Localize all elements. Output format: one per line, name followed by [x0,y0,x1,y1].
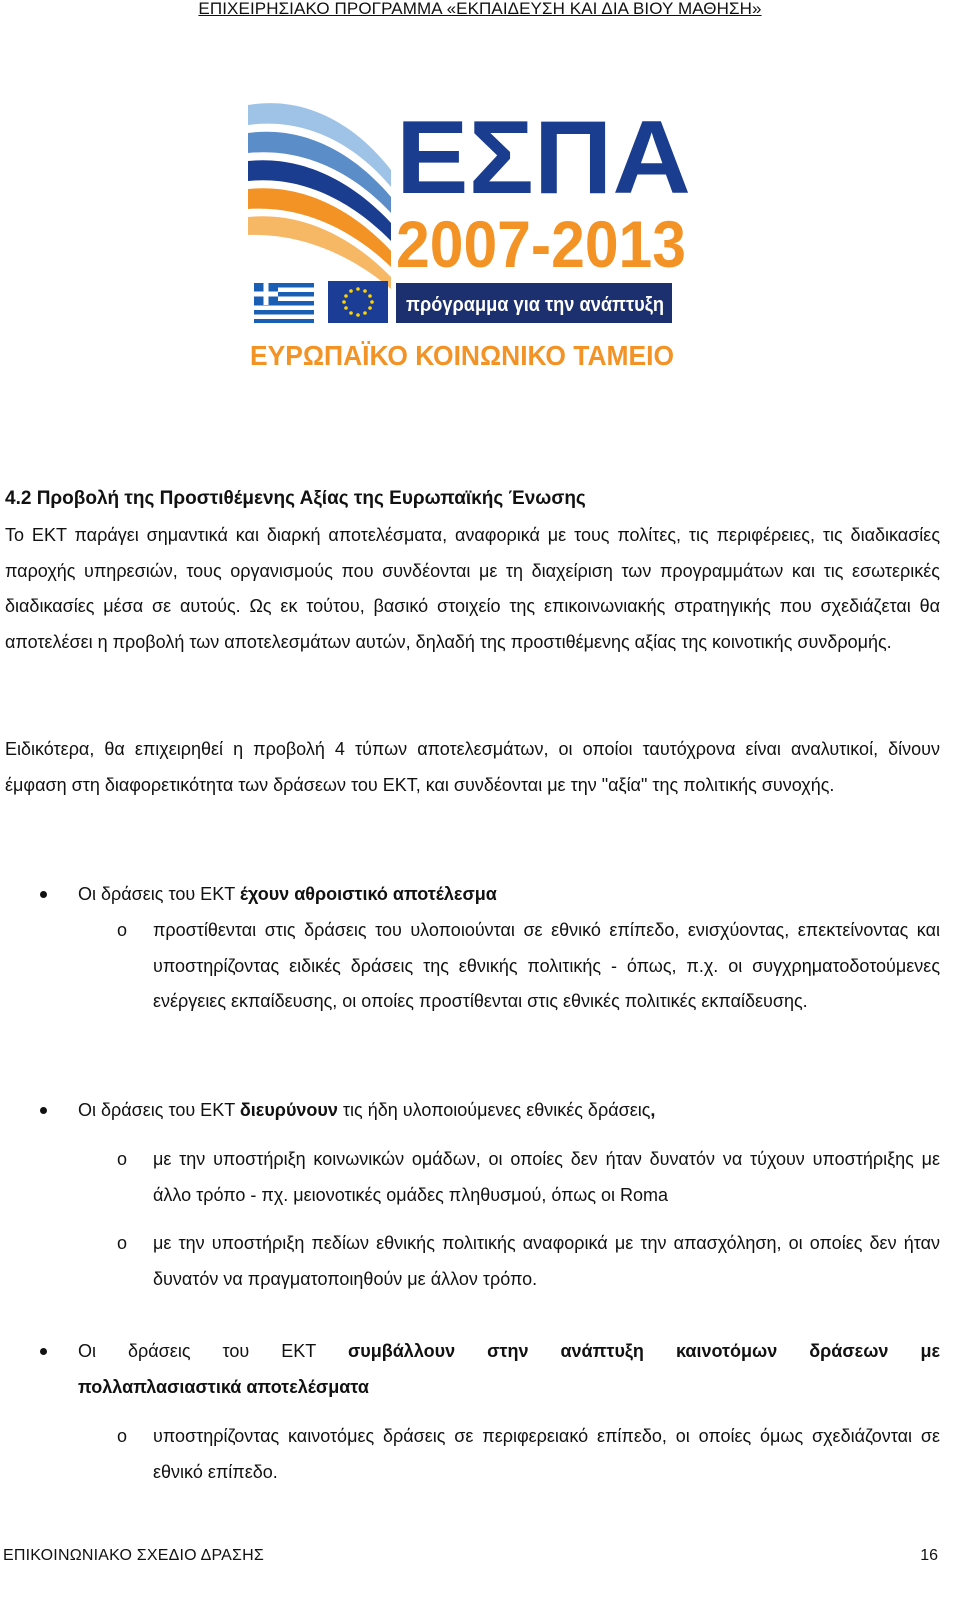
page-number: 16 [920,1547,938,1564]
footer-title: ΕΠΙΚΟΙΝΩΝΙΑΚΟ ΣΧΕΔΙΟ ΔΡΑΣΗΣ [3,1547,264,1564]
bullet-1-sub-1: προστίθενται στις δράσεις του υλοποιούνται σε εθνικό επίπεδο, ενισχύοντας, επεκτείνοντας και υποστηρίζοντας ειδικές δράσεις της εθνικής πολιτικής - όπως, π.χ. οι συγχρηματοδοτούμενες ενέργειες εκπαίδευσης, οι οποίες προστίθενται στις εθνικές πολιτικές εκπαίδευσης. [153,920,940,1012]
bullet-1 [78,877,940,913]
bullet-2-prefix: Οι δράσεις του ΕΚΤ [78,1100,240,1120]
bullet-1-prefix: Οι δράσεις του ΕΚΤ [78,884,240,904]
logo-years-text: 2007-2013 [396,207,686,281]
bullet-dot [40,1348,47,1355]
bullet-2-comma: , [650,1100,656,1120]
sub-bullet-marker: o [117,920,128,940]
bullet-1-bold: έχουν αθροιστικό αποτέλεσμα [239,884,497,904]
paragraph-1: Το ΕΚΤ παράγει σημαντικά και διαρκή αποτελέσματα, αναφορικά με τους πολίτες, τις περιφέρειες, τις διαδικασίες παροχής υπηρεσιών, τους οργανισμούς που συνδέονται με τη διαχείριση των προγραμμάτων και τις εσωτερικές διαδικασίες μέσα σε αυτούς. Ως εκ τούτου, βασικό στοιχείο της επικοινωνιακής στρατηγικής που σχεδιάζεται θα αποτελέσει η προβολή των αποτελεσμάτων αυτών, δηλαδή της προστιθέμενης αξίας της κοινοτικής συνδρομής. [5,525,940,653]
greek-flag-icon [254,283,314,323]
page-header: ΕΠΙΧΕΙΡΗΣΙΑΚΟ ΠΡΟΓΡΑΜΜΑ «ΕΚΠΑΙΔΕΥΣΗ ΚΑΙ ΔΙΑ ΒΙΟΥ ΜΑΘΗΣΗ» [198,0,762,18]
bullet-2-sub-1: με την υποστήριξη κοινωνικών ομάδων, οι οποίες δεν ήταν δυνατόν να τύχουν υποστήριξης με άλλο τρόπο - πχ. μειονοτικές ομάδες πληθυσμού, όπως οι Roma [153,1149,940,1205]
section-title: 4.2 Προβολή της Προστιθέμενης Αξίας της Ευρωπαϊκής Ένωσης [5,488,586,509]
bullet-dot [40,1107,47,1114]
bullet-3-line-1 [78,1334,940,1370]
bullet-3-bold-1: συμβάλλουν στην ανάπτυξη καινοτόμων δράσεων με [347,1341,941,1361]
bullet-2-bold: διευρύνουν [239,1100,338,1120]
sub-bullet-marker: o [117,1149,128,1169]
eu-flag-icon [328,281,388,323]
bullet-2-suffix: τις ήδη υλοποιούμενες εθνικές δράσεις [337,1100,651,1120]
logo-tagline: πρόγραμμα για την ανάπτυξη [406,294,664,316]
bullet-3-bold-2: πολλαπλασιαστικά αποτελέσματα [78,1376,369,1397]
bullet-3-prefix: Οι δράσεις του ΕΚΤ [78,1341,348,1361]
bullet-dot [40,891,47,898]
sub-bullet-marker: o [117,1426,128,1446]
bullet-2 [78,1093,940,1129]
bullet-2-sub-2: με την υποστήριξη πεδίων εθνικής πολιτικής αναφορικά με την απασχόληση, οι οποίες δεν ήταν δυνατόν να πραγματοποιηθούν με άλλον τρόπο. [153,1233,940,1289]
sub-bullet-marker: o [117,1233,128,1253]
logo-fund-text: ΕΥΡΩΠΑΪΚΟ ΚΟΙΝΩΝΙΚΟ ΤΑΜΕΙΟ [250,340,674,371]
logo-main-text: ΕΣΠΑ [396,100,691,216]
espa-logo [216,75,728,403]
paragraph-2: Ειδικότερα, θα επιχειρηθεί η προβολή 4 τύπων αποτελεσμάτων, οι οποίοι ταυτόχρονα είναι αναλυτικοί, δίνουν έμφαση στη διαφορετικότητα των δράσεων του ΕΚΤ, και συνδέονται με την "αξία" της πολιτικής συνοχής. [5,739,940,795]
espa-logo-graphic [216,75,728,403]
bullet-3-sub-1: υποστηρίζοντας καινοτόμες δράσεις σε περιφερειακό επίπεδο, οι οποίες όμως σχεδιάζονται σε εθνικό επίπεδο. [153,1426,940,1482]
wave-stripes [248,103,391,289]
bullet-3 [78,1334,940,1405]
